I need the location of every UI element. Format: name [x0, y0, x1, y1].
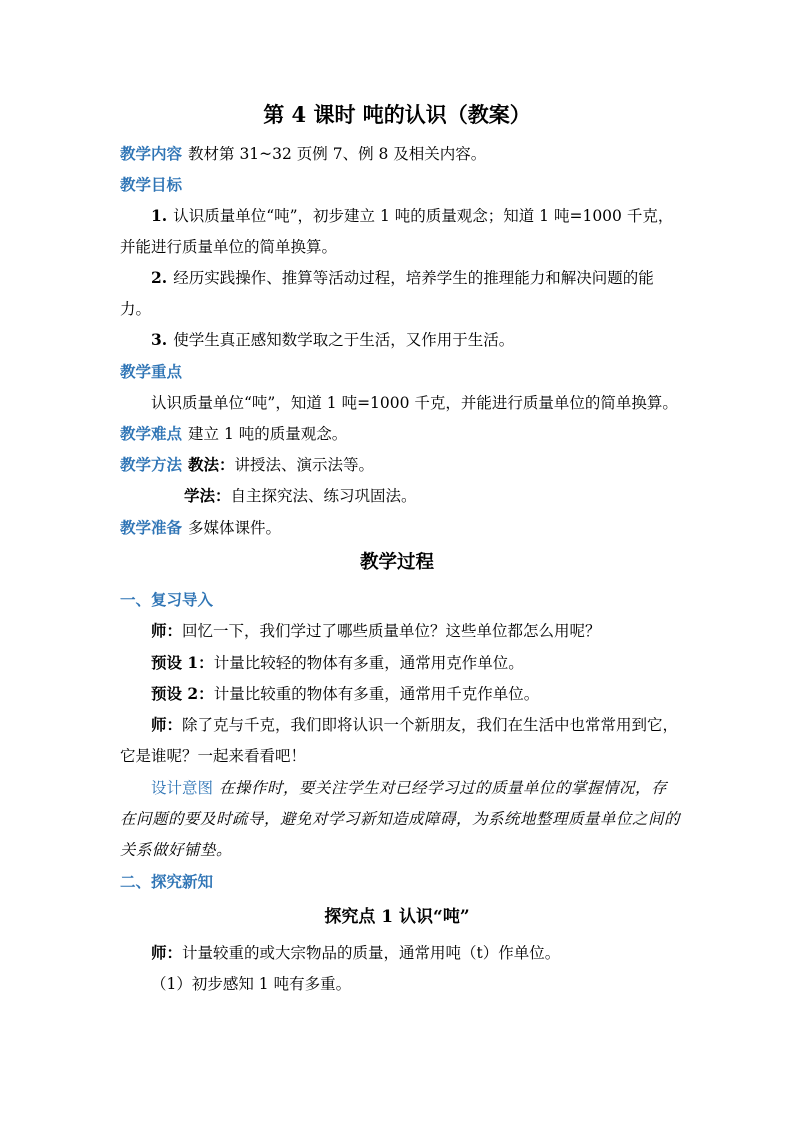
- goal-1-number: 1.: [151, 206, 168, 225]
- page-title: 第 4 课时 吨的认识（教案）: [263, 102, 531, 127]
- design-intent-line-3: 关系做好铺垫。: [120, 841, 233, 859]
- key-point-label: 教学重点: [120, 362, 183, 381]
- teacher-label: 师：: [151, 621, 183, 640]
- exploration-point-title: 探究点 1 认识“吨”: [324, 907, 470, 927]
- process-title: 教学过程: [359, 552, 434, 573]
- section-2-heading: 二、探究新知: [120, 872, 214, 891]
- goal-1-line-1: [151, 206, 673, 226]
- preparation-text: 多媒体课件。: [188, 519, 282, 537]
- learn-method-text: 自主探究法、练习巩固法。: [230, 487, 417, 505]
- design-intent-line-2: 在问题的要及时疏导，避免对学习新知造成障碍，为系统地整理质量单位之间的: [120, 810, 681, 828]
- design-intent-line-1: [151, 778, 667, 798]
- teacher-intro-text: 除了克与千克，我们即将认识一个新朋友，我们在生活中也常常用到它，: [182, 716, 679, 734]
- goal-2-text: 经历实践操作、推算等活动过程，培养学生的推理能力和解决问题的能: [173, 269, 654, 287]
- teacher-label-2: 师：: [151, 715, 183, 734]
- teaching-method: [120, 455, 374, 475]
- teach-method-label: 教法：: [188, 455, 235, 474]
- preset-answer-2: [151, 684, 539, 704]
- teach-method-text: 讲授法、演示法等。: [234, 456, 375, 474]
- goal-1-text: 认识质量单位“吨”，初步建立 1 吨的质量观念；知道 1 吨=1000 千克，: [173, 207, 674, 225]
- goal-2-number: 2.: [151, 268, 168, 287]
- teacher-statement-text: 计量较重的或大宗物品的质量，通常用吨（t）作单位。: [182, 944, 561, 962]
- preparation-label: 教学准备: [120, 518, 183, 537]
- key-point-text: 认识质量单位“吨”，知道 1 吨=1000 千克，并能进行质量单位的简单换算。: [151, 394, 678, 412]
- preparation: [120, 518, 281, 538]
- preset-answer-1: [151, 653, 524, 673]
- difficulty-label: 教学难点: [120, 424, 183, 443]
- teaching-method-label: 教学方法: [120, 455, 183, 474]
- teacher-question-1: [151, 621, 601, 641]
- preset-2-text: 计量比较重的物体有多重，通常用千克作单位。: [213, 685, 540, 703]
- goal-3-text: 使学生真正感知数学取之于生活，又作用于生活。: [173, 331, 515, 349]
- step-1: （1）初步感知 1 吨有多重。: [151, 975, 352, 993]
- teacher-question-text: 回忆一下，我们学过了哪些质量单位？这些单位都怎么用呢？: [182, 622, 601, 640]
- teaching-content-text: 教材第 31~32 页例 7、例 8 及相关内容。: [188, 145, 487, 163]
- section-1-heading: 一、复习导入: [120, 590, 214, 609]
- goal-2-line-2: 力。: [120, 300, 152, 318]
- teaching-content: [120, 144, 486, 164]
- teacher-label-3: 师：: [151, 943, 183, 962]
- difficulty-text: 建立 1 吨的质量观念。: [188, 425, 348, 443]
- learn-method-label: 学法：: [184, 486, 231, 505]
- teaching-content-label: 教学内容: [120, 144, 183, 163]
- goal-1-line-2: 并能进行质量单位的简单换算。: [120, 238, 338, 256]
- teaching-goals-label: 教学目标: [120, 175, 183, 194]
- preset-1-label: 预设 1：: [151, 653, 214, 672]
- difficulty: [120, 424, 347, 444]
- preset-1-text: 计量比较轻的物体有多重，通常用克作单位。: [213, 654, 524, 672]
- teacher-intro-line-1: [151, 715, 678, 735]
- goal-3-line-1: [151, 330, 514, 350]
- learn-method: [184, 486, 417, 506]
- design-intent-text: 在操作时，要关注学生对已经学习过的质量单位的掌握情况，存: [219, 779, 668, 797]
- goal-3-number: 3.: [151, 330, 168, 349]
- teacher-statement: [151, 943, 560, 963]
- design-intent-label: 设计意图: [151, 779, 214, 797]
- teacher-intro-line-2: 它是谁呢？一起来看看吧！: [120, 747, 307, 765]
- goal-2-line-1: [151, 268, 654, 288]
- preset-2-label: 预设 2：: [151, 684, 214, 703]
